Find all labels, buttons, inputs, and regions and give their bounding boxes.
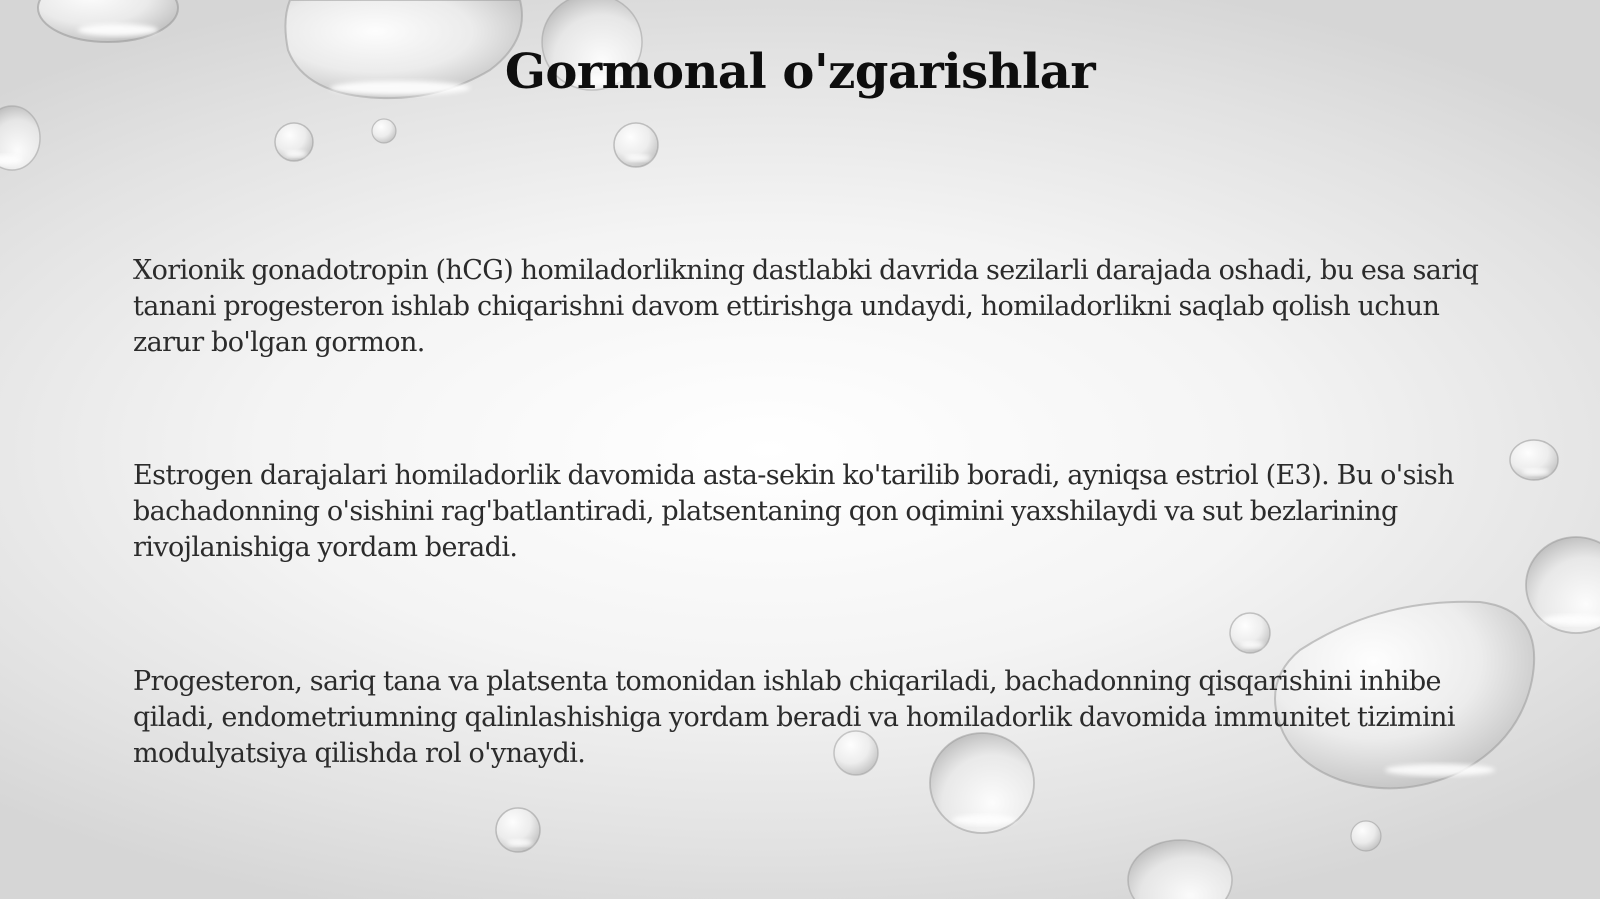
droplet <box>1230 613 1270 653</box>
droplet <box>275 123 313 161</box>
droplet <box>1128 840 1232 899</box>
droplet <box>372 119 396 143</box>
paragraph-progesterone: Progesteron, sariq tana va platsenta tomonidan ishlab chiqariladi, bachadonning qisqarishini inhibe qiladi, endometriumning qalinlashishiga yordam beradi va homiladorlik davomida immunitet tizimini modulyatsiya qilishda rol o'ynaydi. <box>133 666 1455 769</box>
droplet <box>614 123 658 167</box>
droplet <box>1510 440 1558 480</box>
droplet <box>1526 537 1600 633</box>
droplet <box>1351 821 1381 851</box>
paragraph-hcg: Xorionik gonadotropin (hCG) homiladorlikning dastlabki davrida sezilarli darajada oshadi, bu esa sariq tanani progesteron ishlab chiqarishni davom ettirishga undaydi, homiladorlikni saqlab qolish uchun zarur bo'lgan gormon. <box>133 255 1479 358</box>
droplet <box>38 0 178 42</box>
paragraph-estrogen: Estrogen darajalari homiladorlik davomida asta-sekin ko'tarilib boradi, ayniqsa estriol (E3). Bu o'sish bachadonning o'sishini rag'batlantiradi, platsentaning qon oqimini yaxshilaydi va sut bezlarining rivojlanishiga yordam beradi. <box>133 460 1454 563</box>
slide-title: Gormonal o'zgarishlar <box>504 44 1096 100</box>
droplet <box>496 808 540 852</box>
droplet <box>0 106 40 170</box>
